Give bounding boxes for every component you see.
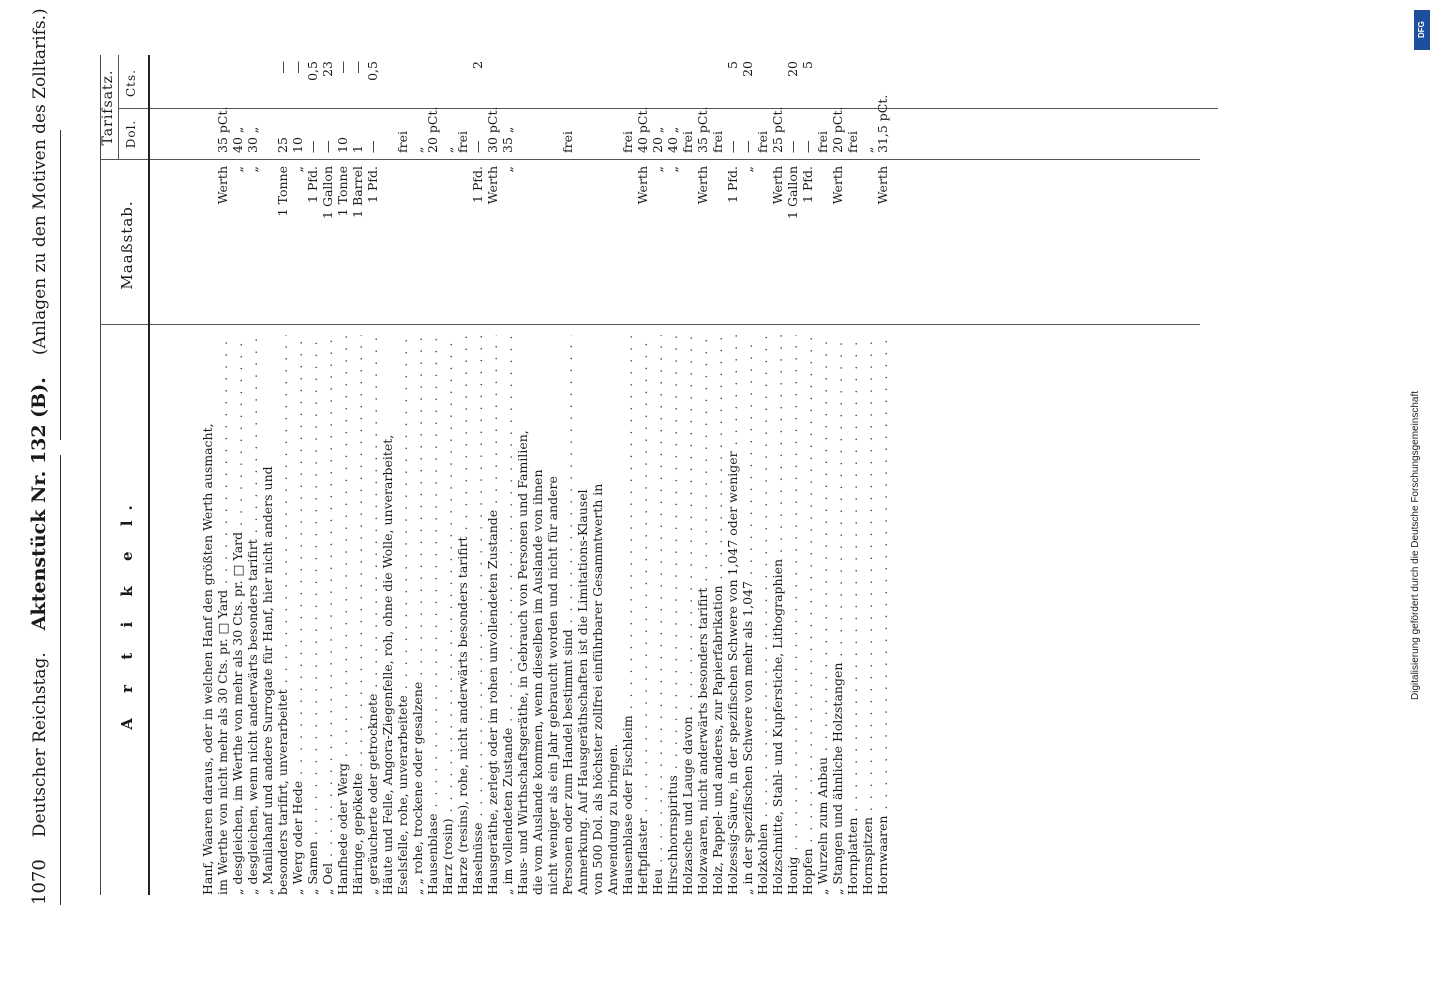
rate-dollars-cell: frei	[845, 131, 860, 153]
table-row	[635, 55, 650, 895]
table-header-rule	[148, 55, 150, 895]
rate-dollars-cell: 40 „	[230, 126, 245, 153]
rate-dollars-cell: frei	[710, 131, 725, 153]
table-row	[845, 55, 860, 895]
table-row	[710, 55, 725, 895]
rate-cents-cell: —	[335, 61, 350, 74]
measure-cell: „	[740, 166, 755, 173]
rate-dollars-cell: —	[785, 140, 800, 153]
measure-cell: „	[230, 166, 245, 173]
article-cell: „ Samen . . .	[305, 335, 320, 895]
article-cell: Hausgeräthe, zerlegt oder im rohen unvollendeten Zustande . . .	[485, 335, 500, 895]
measure-cell: Werth	[635, 166, 650, 205]
measure-cell: 1 Tonne	[335, 166, 350, 217]
article-cell: Hornwaaren . . .	[875, 335, 890, 895]
table-row	[275, 55, 290, 895]
rate-cents-cell: 20	[785, 61, 800, 77]
measure-cell: 1 Gallon	[785, 166, 800, 219]
table-row	[770, 55, 785, 895]
article-cell: Holz, Pappel- und anderes, zur Papierfabrikation . . .	[710, 335, 725, 895]
rate-dollars-cell: 40 pCt.	[635, 106, 650, 153]
article-cell: Hornplatten . . .	[845, 335, 860, 895]
running-header	[28, 8, 62, 905]
table-row	[455, 55, 470, 895]
table-row	[290, 55, 305, 895]
table-row	[485, 55, 500, 895]
table-row	[260, 55, 275, 895]
rate-dollars-cell: „	[440, 146, 455, 153]
rate-dollars-cell: „	[860, 146, 875, 153]
article-cell: „ „ rohe, trockene oder gesalzene . . .	[410, 335, 425, 895]
rate-cents-cell: 5	[800, 61, 815, 69]
digitisation-note: Digitalisierung gefördert durch die Deutsche Forschungsgemeinschaft	[1410, 390, 1421, 700]
article-cell: Holzwaaren, nicht anderwärts besonders tarifirt . . .	[695, 335, 710, 895]
table-row	[785, 55, 800, 895]
article-cell: Hopfen . . .	[800, 335, 815, 895]
rate-dollars-cell: —	[470, 140, 485, 153]
rate-dollars-cell: frei	[680, 131, 695, 153]
article-cell: „ im vollendeten Zustande . . .	[500, 335, 515, 895]
article-cell: Hanfhede oder Werg . . .	[335, 335, 350, 895]
column-header-article: A r t i k e l.	[118, 495, 136, 730]
table-row	[650, 55, 665, 895]
measure-cell: 1 Gallon	[320, 166, 335, 219]
rate-subheader-rule	[118, 55, 119, 160]
article-cell: „ in der spezifischen Schwere von mehr als 1,047 . . .	[740, 335, 755, 895]
article-cell: Honig . . .	[785, 335, 800, 895]
annex-title: (Anlagen zu den Motiven des Zolltarifs.)	[30, 8, 50, 356]
table-row	[620, 55, 635, 895]
table-row	[395, 55, 410, 895]
table-top-rule	[100, 55, 101, 895]
article-cell: Haus- und Wirthschaftsgeräthe, in Gebrauch von Personen und Familien,	[515, 430, 530, 895]
header-rule	[60, 455, 61, 905]
table-row	[350, 55, 365, 895]
measure-cell: Werth	[695, 166, 710, 205]
table-row	[410, 55, 425, 895]
measure-cell: „	[500, 166, 515, 173]
article-cell: Holzessig-Säure, in der spezifischen Schwere von 1,047 oder weniger . . .	[725, 335, 740, 895]
rate-dollars-cell: frei	[395, 131, 410, 153]
measure-cell: 1 Pfd.	[365, 166, 380, 203]
rate-dollars-cell: „	[410, 146, 425, 153]
table-row	[695, 55, 710, 895]
rate-dollars-cell: —	[320, 140, 335, 153]
column-header-measure: Maaßstab.	[118, 200, 136, 290]
article-cell: besonders tarifirt, unverarbeitet . . .	[275, 335, 290, 895]
rate-dollars-cell: 25 pCt.	[770, 106, 785, 153]
rate-cents-cell: —	[350, 61, 365, 74]
measure-cell: Werth	[770, 166, 785, 205]
table-row	[425, 55, 440, 895]
table-row	[680, 55, 695, 895]
article-cell: Hornspitzen . . .	[860, 335, 875, 895]
article-cell: Harze (resins), rohe, nicht anderwärts besonders tarifirt . . .	[455, 335, 470, 895]
measure-cell: 1 Pfd.	[725, 166, 740, 203]
rate-cents-cell: —	[290, 61, 305, 74]
article-cell: Holzschnitte, Stahl- und Kupferstiche, Lithographien . . .	[770, 335, 785, 895]
rate-dollars-cell: 1	[350, 145, 365, 153]
tariff-rows	[200, 55, 890, 895]
rate-dollars-cell: 31,5 pCt.	[875, 94, 890, 153]
table-row	[875, 55, 890, 895]
rate-dollars-cell: 10	[335, 137, 350, 153]
table-row	[530, 55, 545, 895]
rate-dollars-cell: 35 pCt.	[215, 106, 230, 153]
rate-dollars-cell: —	[365, 140, 380, 153]
article-cell: „ desgleichen, wenn nicht anderwärts besonders tarifirt . . .	[245, 335, 260, 895]
table-row	[500, 55, 515, 895]
rate-dollars-cell: frei	[560, 131, 575, 153]
article-cell: Hirschhornspiritus . . .	[665, 335, 680, 895]
rate-dollars-cell: —	[725, 140, 740, 153]
rate-cents-cell: 0,5	[305, 61, 320, 81]
measure-cell: Werth	[215, 166, 230, 205]
table-row	[665, 55, 680, 895]
article-cell: die vom Auslande kommen, wenn dieselben im Auslande von ihnen	[530, 469, 545, 895]
article-cell: im Werthe von nicht mehr als 30 Cts. pr. □ Yard . . .	[215, 335, 230, 895]
table-row	[365, 55, 380, 895]
rate-dollars-cell: 30 pCt.	[485, 106, 500, 153]
table-row	[605, 55, 620, 895]
table-row	[200, 55, 215, 895]
column-header-dollars: Dol.	[124, 119, 138, 149]
article-cell: „ Oel . . .	[320, 335, 335, 895]
article-cell: Holzasche und Lauge davon . . .	[680, 335, 695, 895]
table-row	[320, 55, 335, 895]
table-row	[215, 55, 230, 895]
article-cell: nicht weniger als ein Jahr gebraucht worden und nicht für andere	[545, 476, 560, 895]
rate-cents-cell: 5	[725, 61, 740, 69]
measure-cell: 1 Pfd.	[305, 166, 320, 203]
rate-dollars-cell: 20 pCt.	[830, 106, 845, 153]
rate-cents-cell: 0,5	[365, 61, 380, 81]
table-row	[440, 55, 455, 895]
measure-cell: „	[245, 166, 260, 173]
rate-dollars-cell: 30 „	[245, 126, 260, 153]
measure-cell: Werth	[830, 166, 845, 205]
table-row	[830, 55, 845, 895]
measure-cell: 1 Pfd.	[800, 166, 815, 203]
article-cell: Harz (rosin) . . .	[440, 335, 455, 895]
table-row	[560, 55, 575, 895]
rate-dollars-cell: —	[305, 140, 320, 153]
table-row	[380, 55, 395, 895]
measure-cell: „	[650, 166, 665, 173]
table-row	[470, 55, 485, 895]
article-cell: „ geräucherte oder getrocknete . . .	[365, 335, 380, 895]
measure-cell: 1 Barrel	[350, 166, 365, 218]
article-cell: Holzkohlen . . .	[755, 335, 770, 895]
rate-dollars-cell: 20 pCt.	[425, 106, 440, 153]
table-row	[545, 55, 560, 895]
measure-cell: „	[290, 166, 305, 173]
table-row	[815, 55, 830, 895]
measure-cell: „	[665, 166, 680, 173]
article-cell: „ Werg oder Hede . . .	[290, 335, 305, 895]
table-row	[755, 55, 770, 895]
rate-dollars-cell: —	[740, 140, 755, 153]
rate-cents-cell: 2	[470, 61, 485, 69]
document-number: Aktenstück Nr. 132 (B).	[28, 377, 50, 631]
table-row	[800, 55, 815, 895]
rate-dollars-cell: frei	[455, 131, 470, 153]
rate-dollars-cell: frei	[815, 131, 830, 153]
column-header-rate: Tarifsatz.	[100, 69, 116, 146]
rate-dollars-cell: 25	[275, 137, 290, 153]
dfg-logo: DFG	[1414, 10, 1430, 50]
measure-cell: Werth	[485, 166, 500, 205]
article-cell: Hausenblase . . .	[425, 335, 440, 895]
column-header-cents: Cts.	[124, 69, 138, 97]
publication-title: Deutscher Reichstag.	[30, 652, 50, 838]
rate-cents-cell: —	[275, 61, 290, 74]
article-cell: Anmerkung. Auf Hausgeräthschaften ist die Limitations-Klausel	[575, 489, 590, 895]
article-cell: Häute und Felle, Angora-Ziegenfelle, roh, ohne die Wolle, unverarbeitet,	[380, 434, 395, 895]
table-row	[860, 55, 875, 895]
table-row	[245, 55, 260, 895]
article-cell: Anwendung zu bringen.	[605, 743, 620, 895]
article-cell: Hausenblase oder Fischleim . . .	[620, 335, 635, 895]
table-row	[740, 55, 755, 895]
measure-cell: 1 Tonne	[275, 166, 290, 217]
rate-dollars-cell: 40 „	[665, 126, 680, 153]
table-row	[575, 55, 590, 895]
rate-dollars-cell: frei	[755, 131, 770, 153]
rate-dollars-cell: 20 „	[650, 126, 665, 153]
rate-dollars-cell: —	[800, 140, 815, 153]
table-row	[230, 55, 245, 895]
article-cell: von 500 Dol. als höchster zollfrei einführbarer Gesammtwerth in	[590, 483, 605, 895]
page-number: 1070	[29, 859, 50, 905]
article-cell: Häringe, gepökelte . . .	[350, 335, 365, 895]
article-cell: „ desgleichen, im Werthe von mehr als 30 Cts. pr. □ Yard . . .	[230, 335, 245, 895]
table-row	[590, 55, 605, 895]
article-cell: Personen oder zum Handel bestimmt sind . . .	[560, 335, 575, 895]
rate-dollars-cell: frei	[620, 131, 635, 153]
article-cell: Heftpflaster . . .	[635, 335, 650, 895]
rate-dollars-cell: 10	[290, 137, 305, 153]
rate-dollars-cell: 35 pCt.	[695, 106, 710, 153]
article-cell: „ Manilahanf und andere Surrogate für Hanf, hier nicht anders und	[260, 466, 275, 895]
article-cell: Haselnüsse . . .	[470, 335, 485, 895]
article-cell: Heu . . .	[650, 335, 665, 895]
measure-cell: Werth	[875, 166, 890, 205]
article-cell: Eselsfelle, rohe, unverarbeitete . . .	[395, 335, 410, 895]
table-row	[515, 55, 530, 895]
table-row	[335, 55, 350, 895]
article-cell: „ Stangen und ähnliche Holzstangen . . .	[830, 335, 845, 895]
article-cell: Hanf, Waaren daraus, oder in welchen Hanf den größten Werth ausmacht,	[200, 423, 215, 895]
rate-cents-cell: 23	[320, 61, 335, 77]
rate-dollars-cell: 35 „	[500, 126, 515, 153]
table-row	[725, 55, 740, 895]
rate-cents-cell: 20	[740, 61, 755, 77]
article-cell: „ Wurzeln zum Anbau . . .	[815, 335, 830, 895]
table-row	[305, 55, 320, 895]
header-rule-2	[60, 130, 61, 440]
measure-cell: 1 Pfd.	[470, 166, 485, 203]
